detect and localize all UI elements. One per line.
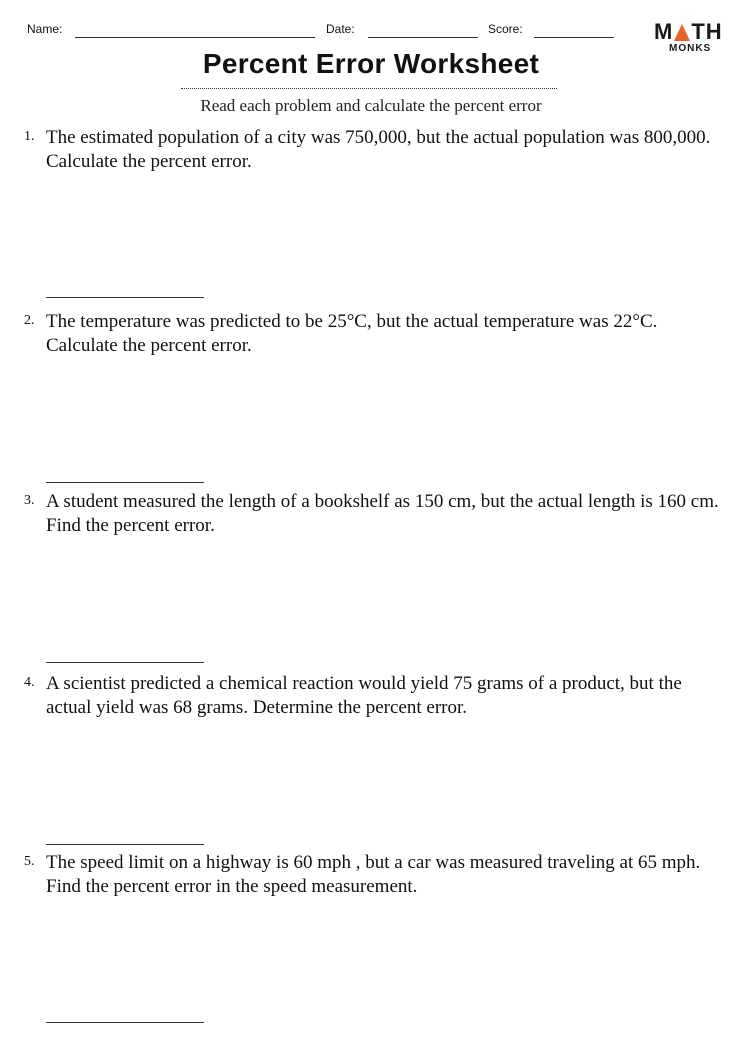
answer-line-3[interactable]	[46, 662, 204, 663]
logo-monks-text: MONKS	[669, 43, 712, 54]
problem-number: 2.	[24, 313, 35, 328]
name-label: Name:	[27, 22, 63, 36]
answer-line-1[interactable]	[46, 297, 204, 298]
answer-line-2[interactable]	[46, 482, 204, 483]
name-field[interactable]	[75, 37, 315, 38]
problem-number: 5.	[24, 854, 35, 869]
logo-math-text	[654, 20, 723, 44]
answer-line-5[interactable]	[46, 1022, 204, 1023]
problem-text: The speed limit on a highway is 60 mph , but a car was measured traveling at 65 mph. Find the percent error in the speed measurement.	[46, 852, 701, 897]
problem-number: 4.	[24, 675, 35, 690]
answer-line-4[interactable]	[46, 844, 204, 845]
problem-text: A scientist predicted a chemical reaction would yield 75 grams of a product, but the actual yield was 68 grams. Determine the percent error.	[46, 673, 682, 718]
score-field[interactable]	[534, 37, 614, 38]
title-divider	[181, 88, 557, 89]
score-label: Score:	[488, 22, 523, 36]
date-label: Date:	[326, 22, 355, 36]
logo-math-left: M	[654, 19, 674, 44]
page-title: Percent Error Worksheet	[202, 48, 540, 79]
page-subtitle: Read each problem and calculate the percent error	[200, 96, 542, 115]
logo-triangle-icon	[674, 24, 690, 41]
problem-number: 1.	[24, 129, 35, 144]
problem-number: 3.	[24, 493, 35, 508]
problem-text: A student measured the length of a bookshelf as 150 cm, but the actual length is 160 cm. Find the percent error.	[46, 491, 719, 536]
problem-text: The temperature was predicted to be 25°C, but the actual temperature was 22°C. Calculate the percent error.	[46, 311, 658, 356]
date-field[interactable]	[368, 37, 478, 38]
problem-text: The estimated population of a city was 750,000, but the actual population was 800,000. Calculate the percent error.	[46, 127, 711, 172]
logo-math-right: TH	[691, 19, 723, 44]
